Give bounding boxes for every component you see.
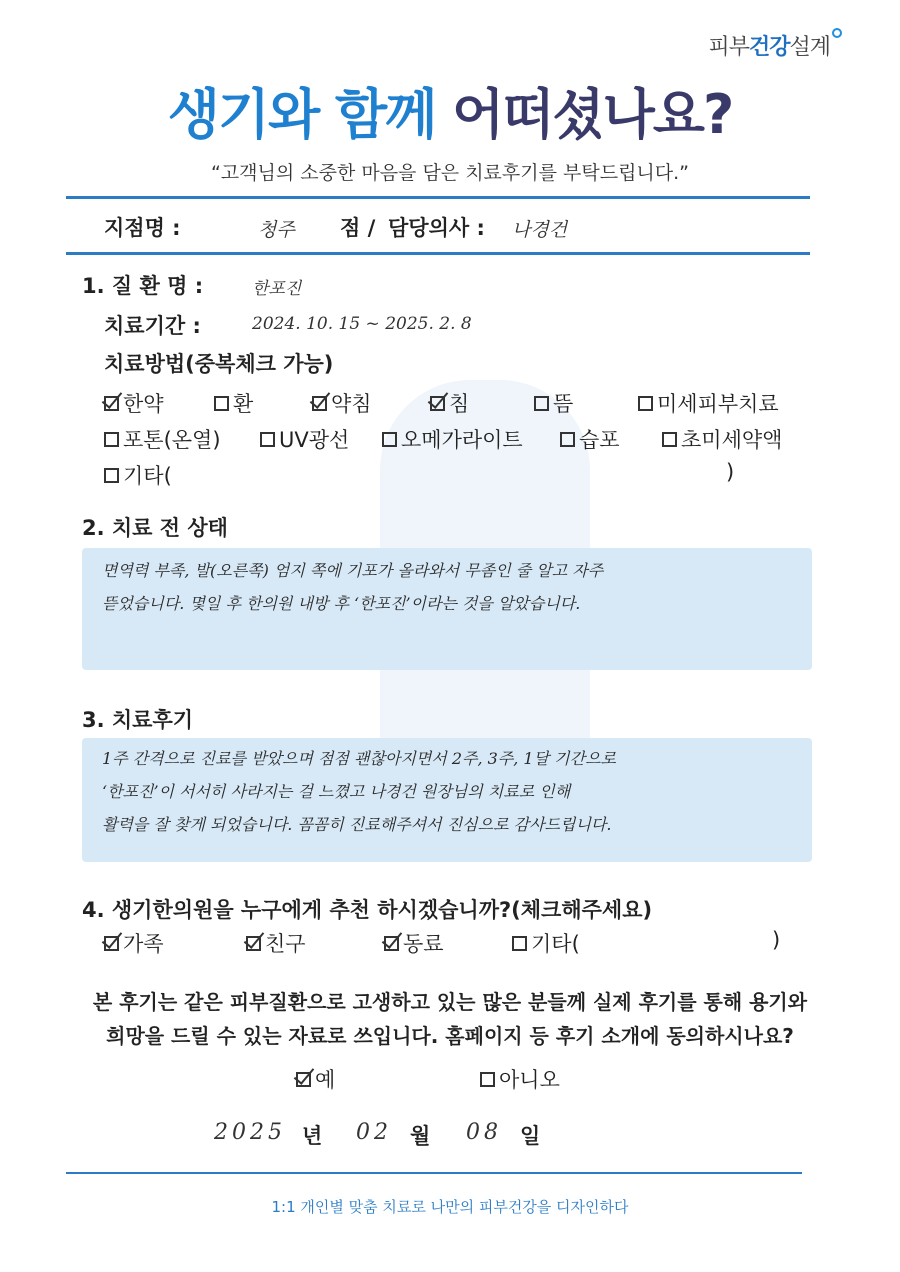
- consent-line1: 본 후기는 같은 피부질환으로 고생하고 있는 많은 분들께 실제 후기를 통해 용기와: [92, 990, 808, 1014]
- date-month: 02: [356, 1120, 392, 1145]
- option-moxibustion[interactable]: 뜸: [534, 388, 573, 418]
- checkbox-compress[interactable]: [560, 432, 575, 447]
- checkbox-pharmacopuncture[interactable]: [312, 396, 327, 411]
- checkbox-colleague[interactable]: [384, 936, 399, 951]
- checkbox-pill[interactable]: [214, 396, 229, 411]
- review-text: 1주 간격으로 진료를 받았으며 점점 괜찮아지면서 2주, 3주, 1달 기간으로 ‘한포진’이 서서히 사라지는 걸 느꼈고 나경건 원장님의 치료로 인해 활력을 잘 찾게 되었습니다. 꼼꼼히 진료해주셔서 진심으로 감사드립니다.: [102, 749, 616, 834]
- brand-part1: 피부: [708, 35, 749, 60]
- checkbox-ultra-fine[interactable]: [662, 432, 677, 447]
- option-other-close: ): [726, 460, 735, 484]
- option-pharmacopuncture[interactable]: 약침: [312, 388, 372, 418]
- method-label: 치료방법(중복체크 가능): [104, 352, 334, 376]
- section3-label: 3. 치료후기: [82, 708, 194, 732]
- option-compress[interactable]: 습포: [560, 424, 620, 454]
- recommend-friend[interactable]: 친구: [246, 928, 306, 958]
- option-ultra-fine[interactable]: 초미세약액: [662, 424, 782, 454]
- date-year-unit: 년: [302, 1124, 323, 1148]
- date-day: 08: [466, 1120, 502, 1145]
- option-herbal[interactable]: 한약: [104, 388, 164, 418]
- review-panel: [82, 738, 812, 862]
- checkbox-acupuncture[interactable]: [430, 396, 445, 411]
- option-acupuncture[interactable]: 침: [430, 388, 469, 418]
- checkbox-uv[interactable]: [260, 432, 275, 447]
- before-state-text: 면역력 부족, 발(오른쪽) 엄지 쪽에 기포가 올라와서 무좀인 줄 알고 자주 뜯었습니다. 몇일 후 한의원 내방 후 ‘한포진’이라는 것을 알았습니다.: [102, 561, 604, 613]
- header-bottom-rule: [66, 252, 810, 255]
- period-value: 2024. 10. 15 ~ 2025. 2. 8: [252, 314, 472, 334]
- option-omega-light[interactable]: 오메가라이트: [382, 424, 523, 454]
- subtitle: “고객님의 소중한 마음을 담은 치료후기를 부탁드립니다.”: [210, 162, 690, 184]
- date-month-unit: 월: [410, 1124, 431, 1148]
- title-part2: 어떠셨나요?: [452, 83, 733, 146]
- date-year: 2025: [214, 1120, 286, 1145]
- checkbox-omega-light[interactable]: [382, 432, 397, 447]
- recommend-other-close: ): [772, 928, 781, 952]
- section2-label: 2. 치료 전 상태: [82, 516, 228, 540]
- recommend-family[interactable]: 가족: [104, 928, 164, 958]
- before-state-panel: [82, 548, 812, 670]
- period-label: 치료기간 :: [104, 314, 201, 338]
- branch-label: 지점명 :: [104, 216, 181, 240]
- brand-part2: 건강: [748, 35, 790, 60]
- consent-no[interactable]: 아니오: [480, 1064, 560, 1094]
- footer-slogan: 1:1 개인별 맞춤 치료로 나만의 피부건강을 디자인하다: [271, 1198, 629, 1216]
- option-uv[interactable]: UV광선: [260, 424, 349, 454]
- branch-value: 청주: [258, 219, 295, 241]
- consent-line2: 희망을 드릴 수 있는 자료로 쓰입니다. 홈페이지 등 후기 소개에 동의하시나요?: [106, 1024, 794, 1048]
- checkbox-friend[interactable]: [246, 936, 261, 951]
- checkbox-family[interactable]: [104, 936, 119, 951]
- checkbox-recommend-other[interactable]: [512, 936, 527, 951]
- checkbox-yes[interactable]: [296, 1072, 311, 1087]
- section4-label: 4. 생기한의원을 누구에게 추천 하시겠습니까?(체크해주세요): [82, 898, 653, 922]
- consent-yes[interactable]: 예: [296, 1064, 335, 1094]
- checkbox-herbal[interactable]: [104, 396, 119, 411]
- option-pill[interactable]: 환: [214, 388, 253, 418]
- recommend-other[interactable]: 기타(: [512, 928, 580, 958]
- recommend-colleague[interactable]: 동료: [384, 928, 444, 958]
- title-part1: 생기와 함께: [167, 83, 436, 146]
- doctor-label: 담당의사 :: [388, 216, 485, 240]
- branch-suffix: 점 /: [340, 216, 376, 240]
- brand-part3: 설계: [789, 35, 830, 60]
- checkbox-no[interactable]: [480, 1072, 495, 1087]
- option-other[interactable]: 기타(: [104, 460, 172, 490]
- option-micro-skin[interactable]: 미세피부치료: [638, 388, 779, 418]
- date-day-unit: 일: [520, 1124, 541, 1148]
- checkbox-moxibustion[interactable]: [534, 396, 549, 411]
- footer-rule: [66, 1172, 802, 1174]
- disease-value: 한포진: [252, 279, 302, 299]
- brand-logo: [708, 30, 830, 61]
- checkbox-photon[interactable]: [104, 432, 119, 447]
- brand-dot-icon: [832, 28, 842, 38]
- disease-label: 1. 질 환 명 :: [82, 274, 204, 298]
- doctor-value: 나경건: [512, 219, 568, 241]
- option-photon[interactable]: 포톤(온열): [104, 424, 221, 454]
- checkbox-micro-skin[interactable]: [638, 396, 653, 411]
- checkbox-other[interactable]: [104, 468, 119, 483]
- page-title: [0, 72, 900, 149]
- header-top-rule: [66, 196, 810, 199]
